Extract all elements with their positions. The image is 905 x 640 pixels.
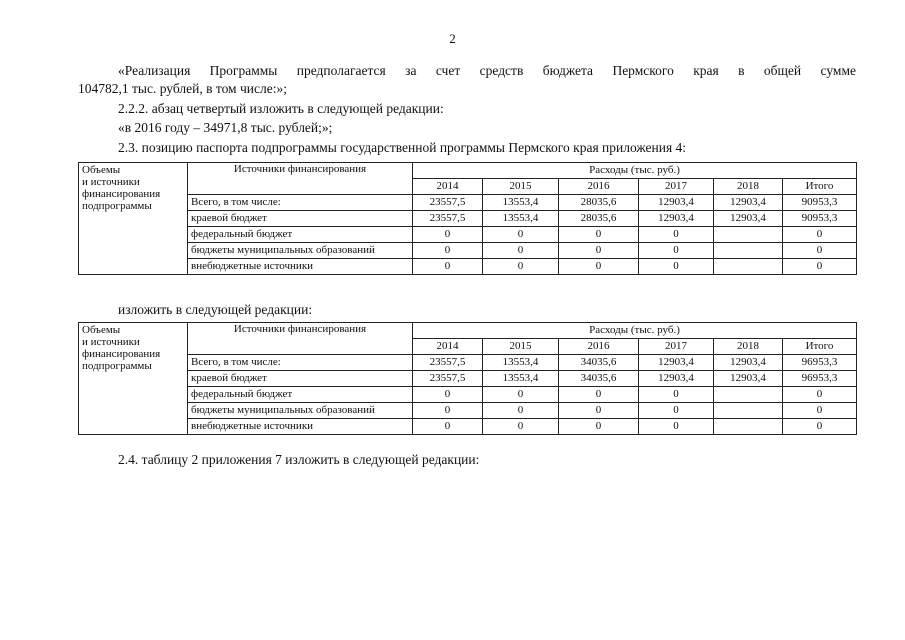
value-cell: 0 bbox=[639, 387, 714, 403]
value-cell bbox=[714, 259, 783, 275]
year-header: 2014 bbox=[413, 339, 483, 355]
year-header: Итого bbox=[783, 179, 857, 195]
table-row bbox=[79, 403, 857, 419]
value-cell: 96953,3 bbox=[783, 371, 857, 387]
source-label: внебюджетные источники bbox=[188, 259, 413, 275]
value-cell: 90953,3 bbox=[783, 195, 857, 211]
value-cell: 23557,5 bbox=[413, 195, 483, 211]
value-cell: 12903,4 bbox=[714, 371, 783, 387]
financing-table-old bbox=[78, 162, 857, 275]
value-cell: 0 bbox=[559, 419, 639, 435]
table-row bbox=[79, 227, 857, 243]
volumes-sources-label bbox=[79, 163, 188, 275]
table-row bbox=[79, 419, 857, 435]
volumes-sources-label-line: финансирования bbox=[82, 188, 161, 200]
value-cell: 0 bbox=[483, 227, 559, 243]
source-label: бюджеты муниципальных образований bbox=[188, 243, 413, 259]
value-cell bbox=[714, 243, 783, 259]
expenses-header: Расходы (тыс. руб.) bbox=[413, 163, 857, 179]
paragraph-2-3: 2.3. позицию паспорта подпрограммы государственной программы Пермского края приложения 4: bbox=[118, 140, 687, 155]
expenses-header: Расходы (тыс. руб.) bbox=[413, 323, 857, 339]
value-cell: 0 bbox=[483, 259, 559, 275]
source-label: Всего, в том числе: bbox=[188, 195, 413, 211]
value-cell: 0 bbox=[483, 387, 559, 403]
value-cell: 0 bbox=[783, 227, 857, 243]
value-cell: 0 bbox=[559, 243, 639, 259]
volumes-sources-label bbox=[79, 323, 188, 435]
volumes-sources-label-line: подпрограммы bbox=[82, 360, 152, 372]
value-cell: 13553,4 bbox=[483, 371, 559, 387]
value-cell: 0 bbox=[783, 259, 857, 275]
year-header: 2015 bbox=[483, 339, 559, 355]
value-cell: 0 bbox=[783, 419, 857, 435]
paragraph-2016-amount: «в 2016 году – 34971,8 тыс. рублей;»; bbox=[118, 120, 333, 135]
value-cell: 28035,6 bbox=[559, 211, 639, 227]
value-cell bbox=[714, 419, 783, 435]
value-cell: 13553,4 bbox=[483, 195, 559, 211]
value-cell bbox=[714, 227, 783, 243]
value-cell: 90953,3 bbox=[783, 211, 857, 227]
value-cell: 0 bbox=[483, 243, 559, 259]
source-label: краевой бюджет bbox=[188, 211, 413, 227]
year-header: 2016 bbox=[559, 179, 639, 195]
volumes-sources-label-line: Объемы bbox=[82, 164, 121, 176]
value-cell: 0 bbox=[783, 243, 857, 259]
value-cell: 0 bbox=[413, 227, 483, 243]
value-cell: 12903,4 bbox=[714, 355, 783, 371]
table-row bbox=[79, 387, 857, 403]
paragraph-new-edition: изложить в следующей редакции: bbox=[118, 302, 313, 317]
header-row bbox=[79, 323, 857, 339]
value-cell: 0 bbox=[483, 419, 559, 435]
value-cell: 0 bbox=[559, 227, 639, 243]
value-cell: 0 bbox=[413, 387, 483, 403]
value-cell: 0 bbox=[413, 259, 483, 275]
page-number: 2 bbox=[449, 31, 456, 46]
value-cell: 0 bbox=[639, 259, 714, 275]
value-cell: 0 bbox=[639, 243, 714, 259]
value-cell: 13553,4 bbox=[483, 355, 559, 371]
value-cell: 96953,3 bbox=[783, 355, 857, 371]
value-cell: 0 bbox=[783, 403, 857, 419]
value-cell: 34035,6 bbox=[559, 371, 639, 387]
volumes-sources-label-line: и источники bbox=[82, 336, 140, 348]
value-cell: 34035,6 bbox=[559, 355, 639, 371]
value-cell bbox=[714, 403, 783, 419]
volumes-sources-label-line: подпрограммы bbox=[82, 200, 152, 212]
year-header: 2018 bbox=[714, 179, 783, 195]
value-cell: 12903,4 bbox=[639, 355, 714, 371]
sources-header: Источники финансирования bbox=[188, 323, 413, 355]
financing-table-new bbox=[78, 322, 857, 435]
value-cell: 0 bbox=[559, 387, 639, 403]
value-cell: 0 bbox=[639, 419, 714, 435]
source-label: краевой бюджет bbox=[188, 371, 413, 387]
header-row bbox=[79, 163, 857, 179]
value-cell: 12903,4 bbox=[639, 195, 714, 211]
paragraph-2-2-2: 2.2.2. абзац четвертый изложить в следующей редакции: bbox=[118, 101, 444, 116]
value-cell: 12903,4 bbox=[714, 195, 783, 211]
table-row bbox=[79, 259, 857, 275]
volumes-sources-label-line: финансирования bbox=[82, 348, 161, 360]
value-cell: 0 bbox=[783, 387, 857, 403]
year-header: 2016 bbox=[559, 339, 639, 355]
intro-paragraph-line-1: «Реализация Программы предполагается за счет средств бюджета Пермского края в общей сумме bbox=[118, 63, 856, 78]
value-cell: 0 bbox=[639, 403, 714, 419]
value-cell: 0 bbox=[483, 403, 559, 419]
value-cell: 23557,5 bbox=[413, 355, 483, 371]
table-row bbox=[79, 195, 857, 211]
value-cell: 0 bbox=[413, 243, 483, 259]
table-row bbox=[79, 211, 857, 227]
volumes-sources-label-line: и источники bbox=[82, 176, 140, 188]
year-header: 2018 bbox=[714, 339, 783, 355]
value-cell: 12903,4 bbox=[639, 211, 714, 227]
value-cell: 0 bbox=[559, 259, 639, 275]
year-header: Итого bbox=[783, 339, 857, 355]
year-header: 2014 bbox=[413, 179, 483, 195]
value-cell: 13553,4 bbox=[483, 211, 559, 227]
table-row bbox=[79, 371, 857, 387]
volumes-sources-label-line: Объемы bbox=[82, 324, 121, 336]
source-label: федеральный бюджет bbox=[188, 227, 413, 243]
sources-header: Источники финансирования bbox=[188, 163, 413, 195]
paragraph-2-4: 2.4. таблицу 2 приложения 7 изложить в следующей редакции: bbox=[118, 452, 480, 467]
source-label: федеральный бюджет bbox=[188, 387, 413, 403]
value-cell: 12903,4 bbox=[639, 371, 714, 387]
year-header: 2015 bbox=[483, 179, 559, 195]
source-label: бюджеты муниципальных образований bbox=[188, 403, 413, 419]
value-cell: 0 bbox=[413, 419, 483, 435]
value-cell: 23557,5 bbox=[413, 371, 483, 387]
table-row bbox=[79, 243, 857, 259]
source-label: Всего, в том числе: bbox=[188, 355, 413, 371]
year-header: 2017 bbox=[639, 179, 714, 195]
year-header: 2017 bbox=[639, 339, 714, 355]
source-label: внебюджетные источники bbox=[188, 419, 413, 435]
intro-paragraph-line-2: 104782,1 тыс. рублей, в том числе:»; bbox=[78, 81, 287, 96]
value-cell: 0 bbox=[413, 403, 483, 419]
value-cell: 23557,5 bbox=[413, 211, 483, 227]
value-cell: 28035,6 bbox=[559, 195, 639, 211]
value-cell bbox=[714, 387, 783, 403]
value-cell: 12903,4 bbox=[714, 211, 783, 227]
value-cell: 0 bbox=[639, 227, 714, 243]
table-row bbox=[79, 355, 857, 371]
value-cell: 0 bbox=[559, 403, 639, 419]
